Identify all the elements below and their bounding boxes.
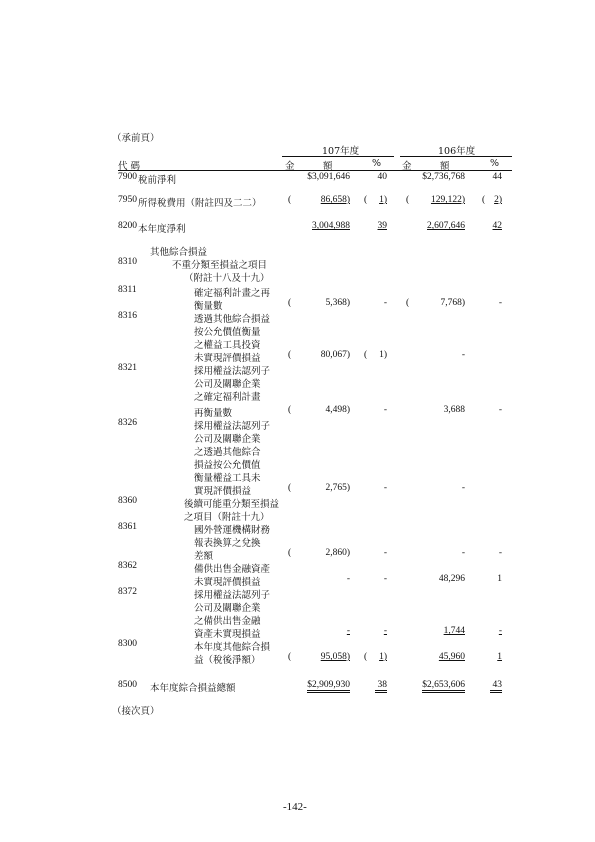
row-code: 8361: [118, 522, 137, 532]
year-current-rule: [282, 156, 394, 157]
row-amount-prior: 2,607,646: [427, 221, 465, 231]
row-label: 後續可能重分類至損益: [184, 499, 280, 510]
row-amount-prior: 48,296: [438, 574, 465, 584]
row-label: 採用權益法認列子: [194, 421, 271, 432]
row-label: 備供出售金融資產: [194, 564, 271, 575]
amount-header-current: 金 額: [285, 161, 333, 172]
paren-open: (: [288, 548, 292, 558]
row-code: 8326: [118, 418, 137, 428]
continued-from-label: （承前頁）: [112, 133, 160, 144]
row-amount-current: 95,058): [320, 652, 350, 662]
row-amount-current: 80,067): [320, 350, 350, 360]
row-percent-current: -: [383, 626, 387, 636]
paren-open: (: [406, 195, 410, 205]
row-label: 透過其他綜合損益: [194, 314, 271, 325]
row-percent-current: 39: [377, 221, 387, 231]
paren-open: (: [288, 483, 292, 493]
row-label: 之備供出售金融: [194, 616, 261, 627]
row-label: 之權益工具投資: [194, 340, 261, 351]
row-percent-prior: 1: [497, 574, 502, 584]
row-label: 再衡量數: [194, 408, 233, 419]
row-amount-prior: -: [461, 548, 465, 558]
row-label: 差額: [194, 551, 214, 562]
row-percent-prior: -: [498, 626, 502, 636]
row-amount-current: -: [346, 574, 350, 584]
page-number: -142-: [283, 801, 307, 813]
row-percent-prior: -: [498, 298, 502, 308]
paren-open: (: [288, 652, 292, 662]
paren-open: (: [288, 298, 292, 308]
row-percent-current: 40: [377, 172, 387, 182]
continued-to-label: （接次頁）: [112, 706, 160, 717]
row-code: 8311: [118, 285, 137, 295]
row-percent-prior: 43: [490, 680, 502, 693]
row-label: 按公允價值衡量: [194, 327, 261, 338]
row-label: 衡量權益工具未: [194, 473, 261, 484]
row-code: 8372: [118, 587, 137, 597]
percent-header-current: %: [372, 158, 382, 169]
paren-open: (: [288, 405, 292, 415]
year-prior-rule: [400, 156, 512, 157]
row-label: 稅前淨利: [138, 175, 177, 186]
row-percent-current: 1): [379, 652, 387, 662]
row-label: 公司及關聯企業: [194, 379, 261, 390]
row-code: 8316: [118, 311, 137, 321]
row-label: 國外營運機構財務: [194, 525, 271, 536]
row-label: 之項目（附註十九）: [184, 512, 270, 523]
year-prior-header: 106年度: [438, 146, 476, 157]
row-label: 實現評價損益: [194, 486, 252, 497]
paren-open: (: [482, 195, 486, 205]
paren-open: (: [364, 350, 368, 360]
percent-header-prior: %: [490, 158, 500, 169]
row-label: 採用權益法認列子: [194, 590, 271, 601]
row-amount-current: 86,658): [320, 195, 350, 205]
amount-header-prior: 金 額: [402, 161, 450, 172]
row-amount-current: -: [346, 626, 350, 636]
row-amount-prior: $2,736,768: [422, 172, 465, 182]
row-label: 益（稅後淨額）: [194, 655, 261, 666]
row-label: 之透過其他綜合: [194, 447, 261, 458]
row-percent-current: -: [383, 405, 387, 415]
paren-open: (: [364, 195, 368, 205]
row-amount-current: 2,765): [325, 483, 350, 493]
paren-open: (: [406, 298, 410, 308]
row-label: 採用權益法認列子: [194, 366, 271, 377]
row-amount-current: $3,091,646: [307, 172, 350, 182]
row-label: 其他綜合損益: [150, 247, 208, 258]
row-label: 本年度綜合損益總額: [150, 683, 236, 694]
row-label: 資產未實現損益: [194, 629, 261, 640]
row-amount-prior: -: [461, 350, 465, 360]
row-amount-prior: 3,688: [443, 405, 465, 415]
row-label: 未實現評價損益: [194, 353, 261, 364]
row-percent-current: -: [383, 483, 387, 493]
row-code: 8300: [118, 639, 137, 649]
year-current-header: 107年度: [322, 146, 360, 157]
row-code: 7950: [118, 195, 137, 205]
row-percent-current: 1): [379, 195, 387, 205]
row-amount-prior: $2,653,606: [422, 680, 465, 693]
row-label: 公司及關聯企業: [194, 603, 261, 614]
row-percent-current: 38: [375, 680, 387, 693]
row-label: 損益按公允價值: [194, 460, 261, 471]
row-amount-current: $2,909,930: [307, 680, 350, 693]
row-label: 本年度淨利: [138, 224, 186, 235]
row-amount-current: 3,004,988: [312, 221, 350, 231]
row-label: 未實現評價損益: [194, 577, 261, 588]
row-code: 8200: [118, 221, 137, 231]
row-percent-current: 1): [379, 350, 387, 360]
row-label: （附註十八及十九）: [184, 273, 270, 284]
row-percent-prior: -: [498, 405, 502, 415]
row-label: 確定福利計畫之再: [194, 288, 271, 299]
row-label: 之確定福利計畫: [194, 392, 261, 403]
row-amount-prior: 1,744: [443, 626, 465, 636]
row-percent-current: -: [383, 298, 387, 308]
row-percent-prior: -: [498, 548, 502, 558]
row-code: 8360: [118, 496, 137, 506]
row-label: 報表換算之兌換: [194, 538, 261, 549]
row-code: 8362: [118, 561, 137, 571]
row-percent-current: -: [383, 574, 387, 584]
row-amount-current: 4,498): [325, 405, 350, 415]
row-label: 衡量數: [194, 301, 223, 312]
row-percent-prior: 1: [497, 652, 502, 662]
row-label: 所得稅費用（附註四及二二）: [138, 198, 262, 209]
paren-open: (: [288, 195, 292, 205]
row-percent-prior: 42: [492, 221, 502, 231]
row-code: 8321: [118, 363, 137, 373]
row-amount-prior: 45,960: [438, 652, 465, 662]
row-amount-prior: 7,768): [440, 298, 465, 308]
header-bottom-rule: [118, 170, 512, 171]
row-label: 公司及關聯企業: [194, 434, 261, 445]
row-label: 本年度其他綜合損: [194, 642, 271, 653]
code-header: 代 碼: [118, 161, 141, 172]
paren-open: (: [288, 350, 292, 360]
row-code: 7900: [118, 172, 137, 182]
row-amount-current: 5,368): [325, 298, 350, 308]
row-percent-current: -: [383, 548, 387, 558]
row-percent-prior: 2): [494, 195, 502, 205]
row-amount-prior: 129,122): [430, 195, 465, 205]
row-code: 8310: [118, 257, 137, 267]
paren-open: (: [364, 652, 368, 662]
row-code: 8500: [118, 680, 137, 690]
row-percent-prior: 44: [492, 172, 502, 182]
row-label: 不重分類至損益之項目: [172, 260, 268, 271]
row-amount-prior: -: [461, 483, 465, 493]
row-amount-current: 2,860): [325, 548, 350, 558]
